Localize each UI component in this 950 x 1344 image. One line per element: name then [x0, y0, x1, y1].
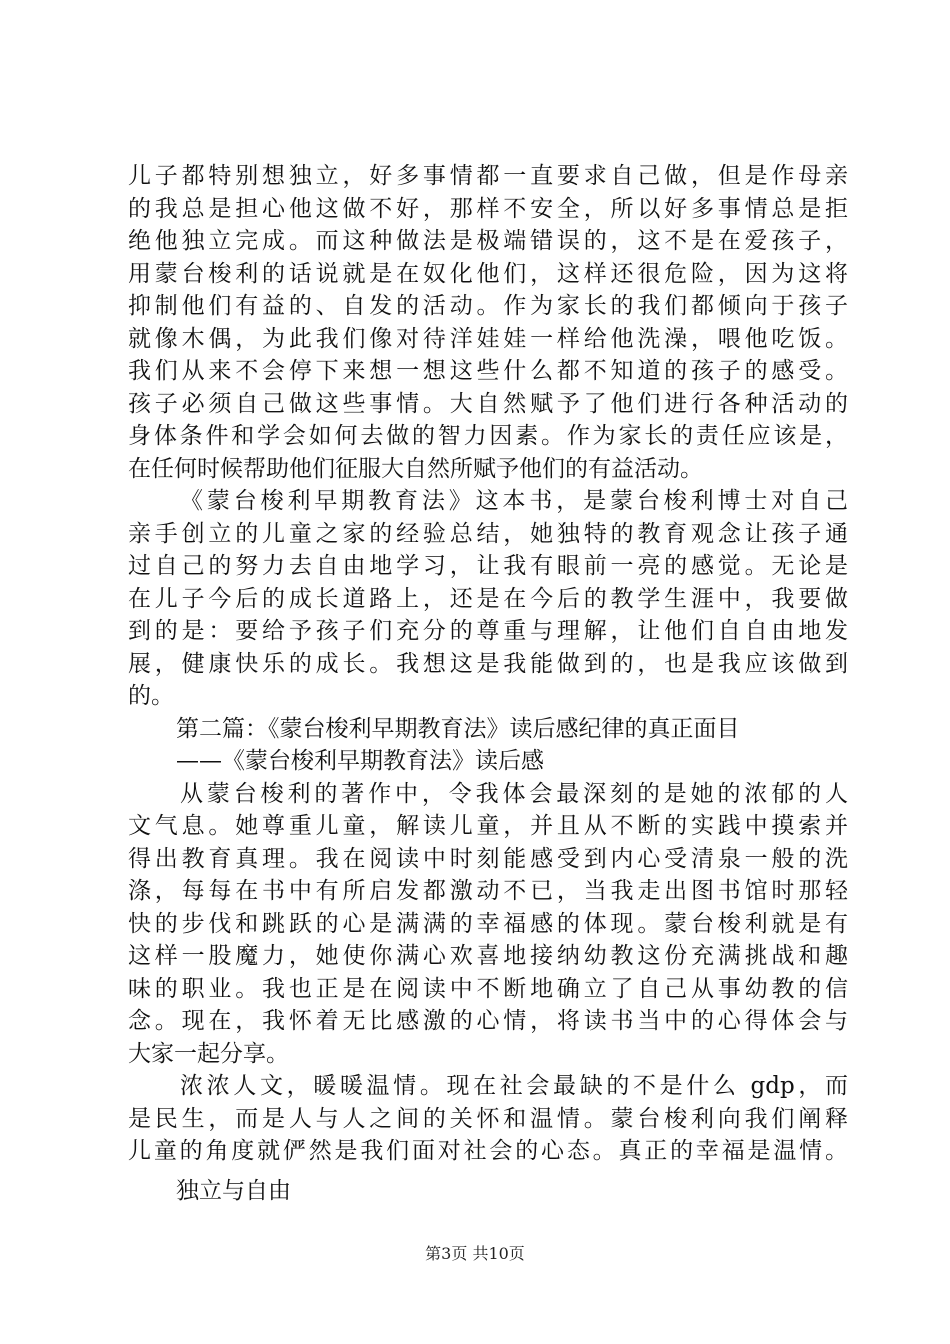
text-line: 的。 — [128, 683, 174, 709]
text-line: 的我总是担心他这做不好，那样不安全，所以好多事情总是拒 — [128, 195, 848, 222]
text-line: 这样一股魔力，她使你满心欢喜地接纳幼教这份充满挑战和趣 — [128, 943, 848, 969]
text-line: 儿童的角度就俨然是我们面对社会的心态。真正的幸福是温情。 — [128, 1138, 848, 1164]
page-footer: 第3页 共10页 — [425, 1244, 525, 1263]
text-line: 在任何时候帮助他们征服大自然所赋予他们的有益活动。 — [128, 455, 703, 482]
text-line: 绝他独立完成。而这种做法是极端错误的，这不是在爱孩子， — [128, 228, 848, 254]
text-line: 快的步伐和跳跃的心是满满的幸福感的体现。蒙台梭利就是有 — [128, 910, 848, 937]
text-line: 文气息。她尊重儿童，解读儿童，并且从不断的实践中摸索并 — [128, 813, 848, 839]
text-line: 过自己的努力去自由地学习，让我有眼前一亮的感觉。无论是 — [128, 553, 848, 579]
chapter-subtitle: ——《蒙台梭利早期教育法》读后感 — [176, 748, 544, 774]
text-line: 大家一起分享。 — [128, 1040, 289, 1067]
text-line: 涤，每每在书中有所启发都激动不已，当我走出图书馆时那轻 — [128, 878, 848, 904]
text-line: 到的是：要给予孩子们充分的尊重与理解，让他们自自由地发 — [128, 618, 848, 644]
text-line: 得出教育真理。我在阅读中时刻能感受到内心受清泉一般的洗 — [128, 845, 848, 872]
text-line: 从蒙台梭利的著作中，令我体会最深刻的是她的浓郁的人 — [180, 780, 848, 807]
text-line: 身体条件和学会如何去做的智力因素。作为家长的责任应该是， — [128, 423, 848, 449]
text-line: 抑制他们有益的、自发的活动。作为家长的我们都倾向于孩子 — [128, 293, 848, 319]
chapter-title: 第二篇：《蒙台梭利早期教育法》读后感纪律的真正面目 — [176, 715, 740, 742]
text-line: 浓浓人文，暖暖温情。现在社会最缺的不是什么 gdp，而 — [180, 1073, 848, 1099]
text-line: 展，健康快乐的成长。我想这是我能做到的，也是我应该做到 — [128, 650, 848, 677]
text-line: 儿子都特别想独立，好多事情都一直要求自己做，但是作母亲 — [128, 163, 848, 189]
text-line: 就像木偶，为此我们像对待洋娃娃一样给他洗澡，喂他吃饭。 — [128, 325, 848, 352]
section-heading: 独立与自由 — [176, 1178, 291, 1204]
text-line: 用蒙台梭利的话说就是在奴化他们，这样还很危险，因为这将 — [128, 260, 848, 287]
text-line: 孩子必须自己做这些事情。大自然赋予了他们进行各种活动的 — [128, 390, 848, 417]
body-text — [128, 160, 848, 1168]
text-line: 亲手创立的儿童之家的经验总结，她独特的教育观念让孩子通 — [128, 520, 848, 547]
text-line: 味的职业。我也正是在阅读中不断地确立了自己从事幼教的信 — [128, 975, 848, 1002]
text-line: 在儿子今后的成长道路上，还是在今后的教学生涯中，我要做 — [128, 585, 848, 612]
text-line: 是民生，而是人与人之间的关怀和温情。蒙台梭利向我们阐释 — [128, 1105, 848, 1132]
text-line: 念。现在，我怀着无比感激的心情，将读书当中的心得体会与 — [128, 1008, 848, 1034]
text-line: 《蒙台梭利早期教育法》这本书，是蒙台梭利博士对自己 — [180, 488, 848, 514]
text-line: 我们从来不会停下来想一想这些什么都不知道的孩子的感受。 — [128, 358, 848, 384]
